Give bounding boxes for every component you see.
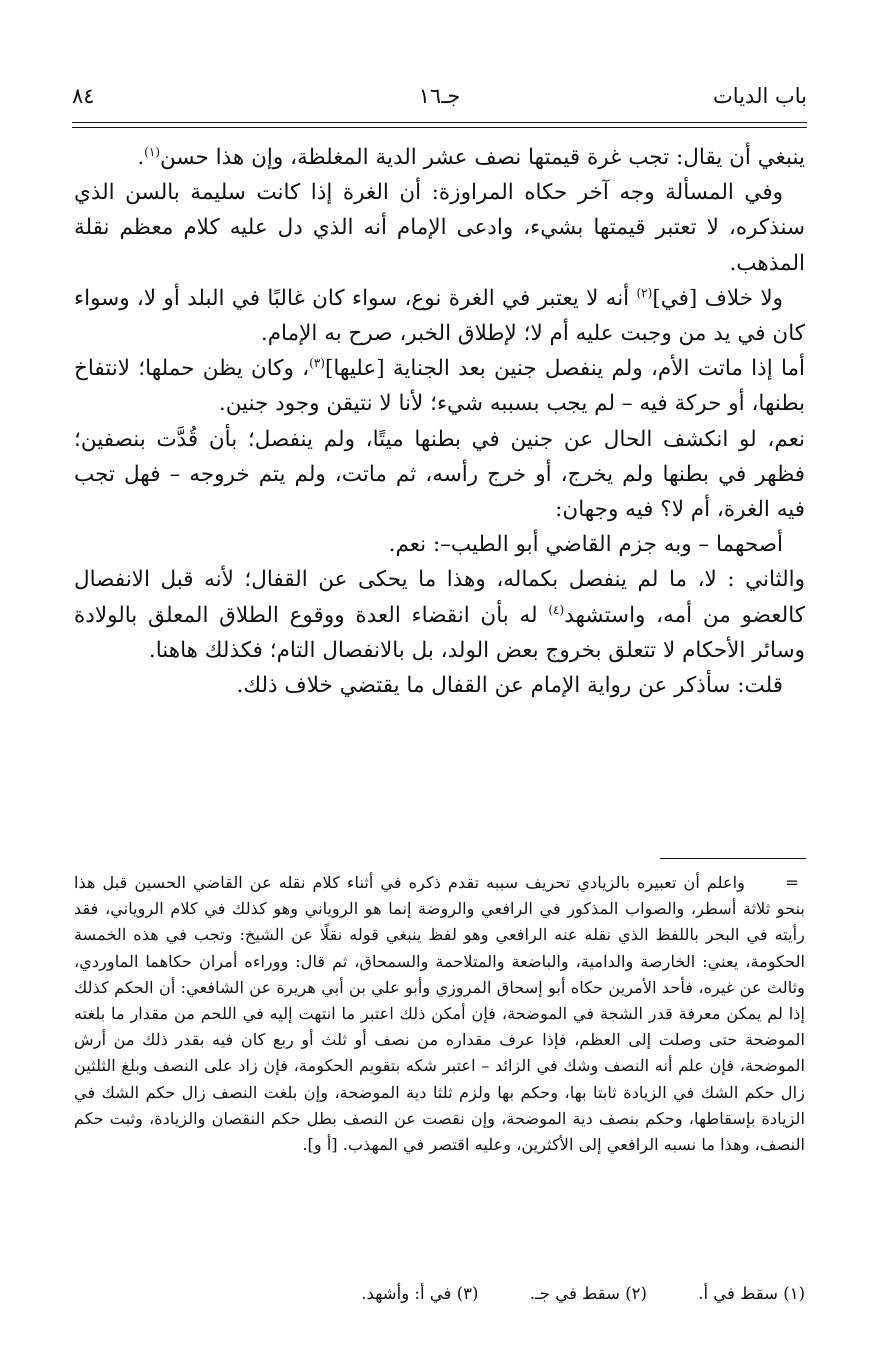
footnote-continuation-marker: =: [785, 873, 799, 892]
paragraph-4: [74, 351, 805, 421]
header-rule-thick: [72, 122, 807, 123]
note-ref-3: (٣): [309, 356, 325, 371]
paragraph-3-rest: أنه لا يعتبر في الغرة نوع، سواء كان غالبًا في البلد أو لا، وسواء كان في يد من وجبت عليه أم لا؛ لإطلاق الخبر، صرح به الإمام.: [74, 285, 805, 347]
paragraph-6: أصحهما – وبه جزم القاضي أبو الطيب–: نعم.: [388, 532, 783, 558]
paragraph-8: قلت: سأذكر عن رواية الإمام عن القفال ما يقتضي خلاف ذلك.: [236, 673, 783, 699]
footnote-separator: [660, 858, 806, 859]
continued-footnote: [74, 870, 805, 1158]
note-ref-4: (٤): [548, 602, 565, 617]
paragraph-4-rest: ، وكان يظن حملها؛ لانتفاخ بطنها، أو حركة فيه – لم يجب بسببه شيء؛ لأنا لا نتيقن وجود جنين.: [74, 356, 805, 417]
paragraph-7-rest: له بأن انقضاء العدة ووقوع الطلاق المعلق بالولادة وسائر الأحكام لا تتعلق بخروج بعض الولد، بل بالانفصال التام؛ فكذلك هاهنا.: [74, 602, 805, 663]
note-ref-1: (١): [144, 144, 160, 159]
paragraph-2: وفي المسألة وجه آخر حكاه المراوزة: أن الغرة إذا كانت سليمة بالسن الذي سنذكره، لا تعتبر قيمتها بشيء، وادعى الإمام أنه الذي دل عليه كلام معظم نقلة المذهب.: [74, 180, 805, 276]
footnote-references: [74, 1281, 805, 1307]
note-ref-2: (٢): [636, 285, 653, 300]
paragraph-4-start: أما إذا ماتت الأم، ولم ينفصل جنين بعد الجناية [عليها]: [324, 356, 805, 382]
page-header: [72, 84, 807, 114]
reference-2: (٢) سقط في جـ.: [529, 1284, 647, 1303]
paragraph-1-text: ينبغي أن يقال: تجب غرة قيمتها نصف عشر الدية المغلظة، وإن هذا حسن: [160, 145, 805, 170]
chapter-title: باب الديات: [713, 84, 807, 108]
reference-1: (١) سقط في أ.: [698, 1284, 805, 1303]
footnote-text: واعلم أن تعبيره بالزيادي تحريف سببه تقدم ذكره في أثناء كلام نقله عن القاضي الحسين قبل هذا بنحو ثلاثة أسطر، والصواب المذكور في الرافعي والروضة إنما هو الروياني وهو كذلك في كلام الروياني، فقد رأيته في البحر باللفظ الذي نقله عنه الرافعي وهو لفظ ينبغي قوله نقلًا عن الشيخ: وتجب في هذه الخمسة الحكومة، يعني: الخارصة والدامية، والباضعة والمتلاحمة والسمحاق، ثم قال: ووراءه أمران حكاهما الماوردي، وثالث عن غيره، فأحد الأمرين حكاه أبو إسحاق المروزي وأبو علي بن أبي هريرة عن الشافعي: أن الحكم كذلك إذا لم يمكن معرفة قدر الشجة في الموضحة، فإن أمكن ذلك اعتبر ما انتهت إليه في اللحم من مقدار ما بلغته الموضحة حتى وصلت إلى العظم، فإذا عرف مقداره من نصف أو ثلث أو ربع كان فيه بقدر ذلك من أرش الموضحة، فإن علم أنه النصف وشك في الزائد – اعتبر شكه بتقويم الحكومة، فإن زاد على النصف وبلغ الثلثين زال حكم الشك في الزيادة ثابتا بها، وحكم بها ولزم ثلثا دية الموضحة، وإن بلغت النصف زال حكم الشك في الزيادة بإسقاطها، وحكم بنصف دية الموضحة، وإن نقصت عن النصف بطل حكم النقصان والزيادة، وثبت حكم النصف، وهذا ما نسبه الرافعي إلى الأكثرين، وعليه اقتصر في المهذب. [أ و].: [74, 873, 805, 1155]
main-text: [74, 140, 805, 703]
volume-label: جـ١٦: [418, 84, 461, 108]
paragraph-1-end: .: [137, 145, 145, 170]
paragraph-7-start: والثاني : لا، ما لم ينفصل بكماله، وهذا ما يحكى عن القفال؛ لأنه قبل الانفصال كالعضو من أمه، واستشهد: [74, 567, 805, 628]
page-number: ٨٤: [72, 84, 95, 108]
paragraph-5: نعم، لو انكشف الحال عن جنين في بطنها ميتًا، ولم ينفصل؛ بأن قُدَّت بنصفين؛ فظهر في بطنها ولم يخرج، أو خرج رأسه، ثم ماتت، ولم يتم خروجه – فهل تجب فيه الغرة، أم لا؟ فيه وجهان:: [74, 426, 805, 523]
header-rule-thin: [72, 127, 807, 128]
paragraph-7: [74, 562, 805, 668]
reference-3: (٣) في أ: وأشهد.: [361, 1284, 479, 1303]
paragraph-1: [74, 140, 805, 175]
paragraph-3: [74, 281, 805, 351]
paragraph-3-start: ولا خلاف [في]: [652, 285, 783, 311]
footnotes: [74, 870, 805, 1158]
